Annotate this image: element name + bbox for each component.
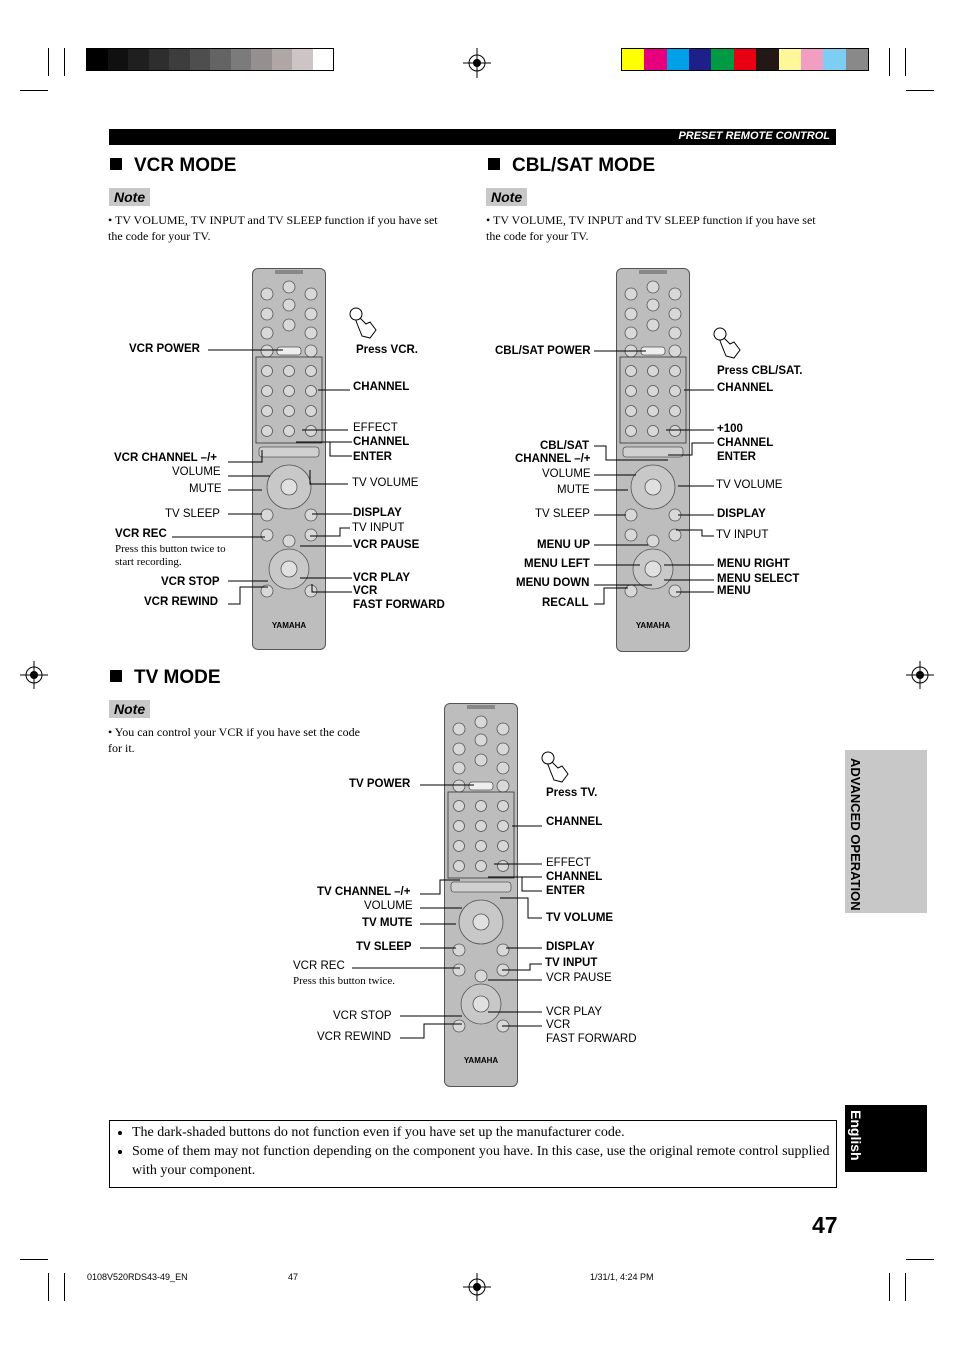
label-vcr-rec-hint: start recording. <box>115 556 182 568</box>
remote-brand-logo: YAMAHA <box>271 621 307 630</box>
swatch <box>292 49 313 70</box>
swatch <box>210 49 231 70</box>
label-tv-sleep: TV SLEEP <box>356 941 412 953</box>
label-mute: MUTE <box>189 483 222 495</box>
crop-mark <box>889 1273 890 1301</box>
label-menu: MENU <box>717 585 751 597</box>
label-channel: CHANNEL <box>546 816 603 828</box>
swatch <box>734 49 756 70</box>
label-vcr-pause: VCR PAUSE <box>353 539 420 551</box>
swatch <box>87 49 108 70</box>
label-plus-100: +100 <box>717 423 743 435</box>
bottom-note: • Some of them may not function depending on the component you have. In this case, use the original remote control supplied with your component. <box>132 1142 836 1180</box>
crop-mark <box>889 48 890 76</box>
label-vcr-pause: VCR PAUSE <box>546 972 612 984</box>
bottom-note: • The dark-shaded buttons do not function even if you have set up the manufacturer code. <box>132 1123 836 1142</box>
label-recall: RECALL <box>542 597 589 609</box>
label-vcr-stop: VCR STOP <box>161 576 220 588</box>
crop-mark <box>48 1273 49 1301</box>
swatch <box>272 49 293 70</box>
label-vcr-rec: VCR REC <box>293 960 345 972</box>
label-press-vcr: Press VCR. <box>356 344 419 356</box>
remote-control-tv <box>444 703 518 1087</box>
label-channel: CHANNEL <box>353 436 410 448</box>
remote-brand-logo: YAMAHA <box>463 1056 499 1065</box>
label-volume: VOLUME <box>542 468 591 480</box>
vcr-note-badge: Note <box>109 188 150 206</box>
label-tv-sleep: TV SLEEP <box>535 508 590 520</box>
label-tv-input: TV INPUT <box>352 522 405 534</box>
footer-file: 0108V520RDS43-49_EN <box>87 1272 188 1282</box>
crop-mark <box>906 1259 934 1260</box>
vcr-mode-title: VCR MODE <box>110 155 236 177</box>
label-channel: CHANNEL <box>353 381 410 393</box>
label-tv-volume: TV VOLUME <box>352 477 419 489</box>
crop-mark <box>906 90 934 91</box>
swatch <box>169 49 190 70</box>
label-tv-mute: TV MUTE <box>362 917 413 929</box>
swatch <box>149 49 170 70</box>
tv-note-badge: Note <box>109 700 150 718</box>
label-display: DISPLAY <box>353 507 402 519</box>
label-vcr-rec-hint: Press this button twice to <box>115 543 226 555</box>
label-volume: VOLUME <box>364 900 413 912</box>
label-menu-right: MENU RIGHT <box>717 558 790 570</box>
label-menu-down: MENU DOWN <box>516 577 590 589</box>
label-menu-up: MENU UP <box>537 539 591 551</box>
color-strip <box>621 48 869 71</box>
label-vcr-rec-hint: Press this button twice. <box>293 975 396 987</box>
cbl-note-text: • TV VOLUME, TV INPUT and TV SLEEP function if you have set the code for your TV. <box>486 213 816 243</box>
label-display: DISPLAY <box>546 941 595 953</box>
swatch <box>251 49 272 70</box>
footer-date: 1/31/1, 4:24 PM <box>590 1272 654 1282</box>
label-volume: VOLUME <box>172 466 221 478</box>
pressing-hand-icon <box>710 324 746 360</box>
swatch <box>667 49 689 70</box>
registration-target-icon <box>463 1273 491 1301</box>
label-enter: ENTER <box>717 451 756 463</box>
label-vcr-stop: VCR STOP <box>333 1010 392 1022</box>
bottom-notes-box <box>109 1120 837 1188</box>
crop-mark <box>905 1273 906 1301</box>
label-display: DISPLAY <box>717 508 766 520</box>
label-menu-left: MENU LEFT <box>524 558 590 570</box>
remote-brand-logo: YAMAHA <box>635 621 671 630</box>
language-tab-label: English <box>848 1110 864 1161</box>
swatch <box>128 49 149 70</box>
label-tv-input: TV INPUT <box>716 529 769 541</box>
section-tab-label: ADVANCED OPERATION <box>848 758 863 911</box>
label-vcr-play: VCR PLAY <box>546 1006 603 1018</box>
registration-target-icon <box>20 661 48 689</box>
crop-mark <box>48 48 49 76</box>
label-vcr: VCR <box>546 1019 571 1031</box>
swatch <box>779 49 801 70</box>
label-channel: CHANNEL <box>717 437 774 449</box>
swatch <box>231 49 252 70</box>
label-tv-channel: TV CHANNEL –/+ <box>317 886 411 898</box>
remote-body <box>445 704 517 1084</box>
swatch <box>622 49 644 70</box>
label-menu-select: MENU SELECT <box>717 573 800 585</box>
registration-target-icon <box>463 48 491 78</box>
swatch <box>711 49 733 70</box>
page-number: 47 <box>812 1212 838 1238</box>
label-vcr-channel: VCR CHANNEL –/+ <box>114 452 217 464</box>
label-tv-volume: TV VOLUME <box>716 479 783 491</box>
crop-mark <box>905 48 906 76</box>
label-cbl-power: CBL/SAT POWER <box>495 345 591 357</box>
crop-mark <box>20 1259 48 1260</box>
label-enter: ENTER <box>353 451 392 463</box>
remote-control-cbl <box>616 268 690 652</box>
vcr-note-text: • TV VOLUME, TV INPUT and TV SLEEP function if you have set the code for your TV. <box>108 213 438 243</box>
crop-mark <box>20 90 48 91</box>
label-channel: CHANNEL <box>546 871 603 883</box>
cbl-mode-title: CBL/SAT MODE <box>488 155 655 177</box>
label-vcr: VCR <box>353 585 378 597</box>
label-mute: MUTE <box>557 484 590 496</box>
pressing-hand-icon <box>538 748 574 784</box>
remote-body <box>617 269 689 649</box>
label-channel: CHANNEL <box>717 382 774 394</box>
tv-note-text: • You can control your VCR if you have set the code for it. <box>108 725 360 755</box>
tv-mode-title: TV MODE <box>110 667 221 689</box>
label-vcr-rewind: VCR REWIND <box>144 596 219 608</box>
label-vcr-power: VCR POWER <box>129 343 200 355</box>
swatch <box>801 49 823 70</box>
label-tv-volume: TV VOLUME <box>546 912 614 924</box>
label-channel-minus-plus: CHANNEL –/+ <box>515 453 591 465</box>
label-cbl-sat: CBL/SAT <box>540 440 589 452</box>
label-fast-forward: FAST FORWARD <box>353 599 445 611</box>
remote-control-vcr <box>252 268 326 650</box>
swatch <box>313 49 334 70</box>
label-tv-sleep: TV SLEEP <box>165 508 220 520</box>
footer-page: 47 <box>288 1272 299 1282</box>
header-section-label: PRESET REMOTE CONTROL <box>678 130 830 142</box>
label-press-cbl: Press CBL/SAT. <box>717 365 803 377</box>
label-effect: EFFECT <box>353 422 398 434</box>
swatch <box>756 49 778 70</box>
pressing-hand-icon <box>346 304 382 340</box>
swatch <box>823 49 845 70</box>
swatch <box>846 49 868 70</box>
swatch <box>689 49 711 70</box>
registration-target-icon <box>906 661 934 689</box>
label-fast-forward: FAST FORWARD <box>546 1033 637 1045</box>
label-vcr-rec: VCR REC <box>115 528 167 540</box>
remote-body <box>253 269 325 649</box>
label-tv-power: TV POWER <box>349 778 411 790</box>
label-enter: ENTER <box>546 885 585 897</box>
swatch <box>190 49 211 70</box>
grayscale-strip <box>86 48 334 71</box>
label-effect: EFFECT <box>546 857 591 869</box>
label-press-tv: Press TV. <box>546 787 598 799</box>
crop-mark <box>64 48 65 76</box>
cbl-note-badge: Note <box>486 188 527 206</box>
label-tv-input: TV INPUT <box>545 957 598 969</box>
swatch <box>108 49 129 70</box>
label-vcr-play: VCR PLAY <box>353 572 411 584</box>
swatch <box>644 49 666 70</box>
label-vcr-rewind: VCR REWIND <box>317 1031 392 1043</box>
crop-mark <box>64 1273 65 1301</box>
